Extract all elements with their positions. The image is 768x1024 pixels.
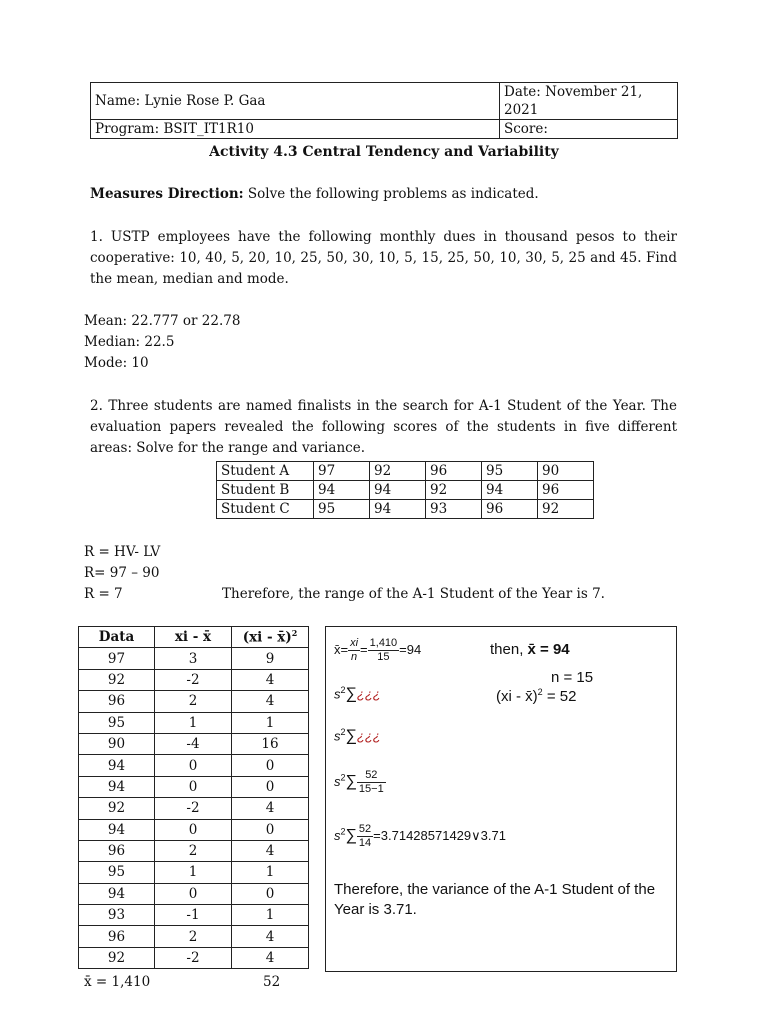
deviation-cell: 1 — [155, 862, 232, 883]
header-table — [90, 82, 678, 139]
data-cell: 96 — [79, 691, 155, 712]
direction-label: Measures Direction: — [90, 186, 244, 202]
table-row — [79, 648, 309, 669]
deviation-cell: 2 — [155, 691, 232, 712]
table-row — [79, 669, 309, 690]
deviation-cell: -4 — [155, 733, 232, 754]
deviation-cell: -2 — [155, 947, 232, 968]
squared-cell: 4 — [232, 840, 309, 861]
score-cell: 94 — [482, 481, 538, 500]
table-row — [79, 926, 309, 947]
page-title: Activity 4.3 Central Tendency and Variability — [209, 144, 559, 160]
deviation-cell: -2 — [155, 669, 232, 690]
direction — [90, 184, 677, 205]
score-cell: Score: — [500, 120, 678, 139]
table-row — [79, 862, 309, 883]
range-line-2: R= 97 – 90 — [84, 565, 160, 581]
table-row — [79, 712, 309, 733]
data-cell: 96 — [79, 840, 155, 861]
variance-step-4: $s^2\sum$ $\frac{52}{14}$ =3.71428571429∨3.71 — [334, 823, 506, 849]
student-name: Student C — [217, 500, 314, 519]
median-line: Median: 22.5 — [84, 334, 175, 350]
squared-cell: 1 — [232, 712, 309, 733]
range-line-1: R = HV- LV — [84, 544, 161, 560]
data-cell: 95 — [79, 712, 155, 733]
score-cell: 90 — [538, 462, 594, 481]
deviation-cell: -2 — [155, 798, 232, 819]
data-cell: 93 — [79, 905, 155, 926]
score-cell: 97 — [314, 462, 370, 481]
table-row — [79, 819, 309, 840]
score-cell: 96 — [426, 462, 482, 481]
score-cell: 94 — [370, 481, 426, 500]
table-row — [79, 798, 309, 819]
col-data: Data — [79, 627, 155, 648]
n-value: n = 15 — [551, 669, 594, 686]
variance-step-1: $s^2\sum¿¿¿$ — [334, 685, 381, 703]
problem2-text: 2. Three students are named finalists in the search for A-1 Student of the Year. The evaluation papers revealed the following scores of the students in five different areas: Solve for the range and variance. — [90, 398, 677, 456]
data-cell: 92 — [79, 798, 155, 819]
squared-cell: 0 — [232, 883, 309, 904]
range-line-3: R = 7 — [84, 586, 123, 602]
squared-cell: 0 — [232, 776, 309, 797]
deviation-cell: 0 — [155, 883, 232, 904]
deviation-cell: 0 — [155, 755, 232, 776]
variance-conclusion: Therefore, the variance of the A-1 Student of the Year is 3.71. — [334, 881, 656, 918]
data-cell: 92 — [79, 669, 155, 690]
problem1-text: 1. USTP employees have the following monthly dues in thousand pesos to their cooperative: 10, 40, 5, 20, 10, 25, 50, 30, 10, 5, 15, 25, 50, 10, 30, 5, 25 and 45. Find the mean, median and mode. — [90, 229, 677, 287]
table-row — [79, 840, 309, 861]
student-name: Student B — [217, 481, 314, 500]
squared-cell: 4 — [232, 798, 309, 819]
score-cell: 93 — [426, 500, 482, 519]
squared-cell: 0 — [232, 819, 309, 840]
squared-cell: 4 — [232, 691, 309, 712]
squared-cell: 16 — [232, 733, 309, 754]
table-row — [79, 883, 309, 904]
variance-step-3: $s^2\sum$ $\frac{52}{15-1}$ — [334, 769, 384, 795]
score-cell: 92 — [538, 500, 594, 519]
scores-row — [217, 500, 594, 519]
mean-result: then, x̄ = 94 — [490, 641, 570, 658]
squared-cell: 1 — [232, 905, 309, 926]
deviation-cell: 1 — [155, 712, 232, 733]
table-row — [79, 947, 309, 968]
score-cell: 96 — [482, 500, 538, 519]
table-row — [79, 691, 309, 712]
score-cell: 94 — [370, 500, 426, 519]
deviation-cell: 0 — [155, 776, 232, 797]
score-cell: 96 — [538, 481, 594, 500]
program-cell: Program: BSIT_IT1R10 — [91, 120, 500, 139]
data-cell: 96 — [79, 926, 155, 947]
table-row — [79, 755, 309, 776]
data-cell: 94 — [79, 755, 155, 776]
data-cell: 92 — [79, 947, 155, 968]
mode-line: Mode: 10 — [84, 355, 149, 371]
mean-line: Mean: 22.777 or 22.78 — [84, 313, 241, 329]
score-cell: 95 — [482, 462, 538, 481]
score-cell: 92 — [370, 462, 426, 481]
squared-cell: 4 — [232, 947, 309, 968]
scores-row — [217, 462, 594, 481]
date-cell: Date: November 21, 2021 — [500, 83, 678, 120]
sum-squares-value: (xi - x̄)$^2$ = 52 — [496, 687, 577, 705]
table-row — [79, 905, 309, 926]
direction-text: Solve the following problems as indicated. — [243, 186, 539, 202]
col-deviation: xi - x̄ — [155, 627, 232, 648]
mean-formula: x̄= $\frac{xi}{n}$ = $\frac{1,410}{15}$ =94 — [334, 637, 422, 663]
deviation-cell: 3 — [155, 648, 232, 669]
solution-box — [325, 626, 677, 972]
data-cell: 94 — [79, 819, 155, 840]
squared-cell: 4 — [232, 926, 309, 947]
data-cell: 95 — [79, 862, 155, 883]
deviation-cell: -1 — [155, 905, 232, 926]
squared-cell: 0 — [232, 755, 309, 776]
scores-row — [217, 481, 594, 500]
deviation-cell: 2 — [155, 926, 232, 947]
deviation-table — [78, 626, 309, 969]
squared-cell: 1 — [232, 862, 309, 883]
data-cell: 90 — [79, 733, 155, 754]
table-row — [79, 776, 309, 797]
col-squared: (xi - x̄)$^2$ — [232, 627, 309, 648]
data-cell: 94 — [79, 776, 155, 797]
name-cell: Name: Lynie Rose P. Gaa — [91, 83, 500, 120]
data-cell: 94 — [79, 883, 155, 904]
table-row — [79, 733, 309, 754]
scores-table — [216, 461, 594, 519]
squared-cell: 4 — [232, 669, 309, 690]
range-conclusion: Therefore, the range of the A-1 Student of the Year is 7. — [222, 586, 605, 602]
sum-squared: 52 — [263, 974, 281, 990]
score-cell: 94 — [314, 481, 370, 500]
deviation-cell: 2 — [155, 840, 232, 861]
sum-data: x̄ = 1,410 — [84, 974, 151, 990]
deviation-cell: 0 — [155, 819, 232, 840]
score-cell: 95 — [314, 500, 370, 519]
data-cell: 97 — [79, 648, 155, 669]
variance-step-2: $s^2\sum¿¿¿$ — [334, 727, 381, 745]
score-cell: 92 — [426, 481, 482, 500]
squared-cell: 9 — [232, 648, 309, 669]
student-name: Student A — [217, 462, 314, 481]
